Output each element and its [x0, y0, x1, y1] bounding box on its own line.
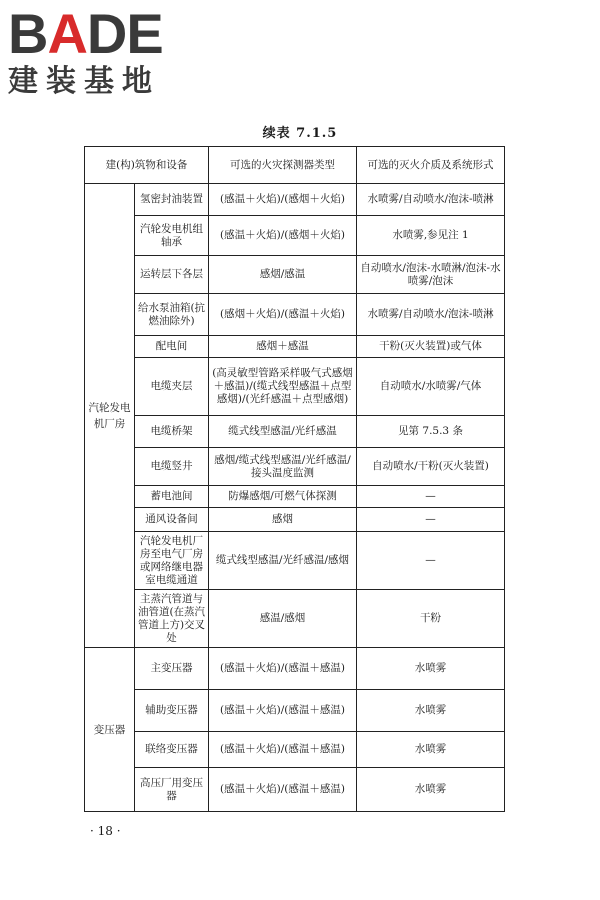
table-row [85, 532, 505, 590]
fire-detection-table [84, 146, 505, 812]
equipment-cell: 电缆竖井 [135, 448, 209, 486]
logo-wordmark [8, 2, 163, 65]
extinguish-cell: 水喷雾 [357, 768, 505, 812]
detector-cell: (感温＋火焰)/(感温＋感温) [209, 768, 357, 812]
detector-cell: 感温/感烟 [209, 590, 357, 648]
detector-cell: (感温＋火焰)/(感温＋感温) [209, 648, 357, 690]
detector-cell: (感温＋火焰)/(感温＋感温) [209, 732, 357, 768]
table-header-row [85, 147, 505, 184]
group-cell: 变压器 [85, 648, 135, 812]
extinguish-cell: 自动喷水/泡沫-水喷淋/泡沫-水喷雾/泡沫 [357, 256, 505, 294]
detector-cell: (感温＋火焰)/(感烟＋火焰) [209, 184, 357, 216]
table-row [85, 648, 505, 690]
detector-cell: (感温＋火焰)/(感烟＋火焰) [209, 216, 357, 256]
group-cell: 汽轮发电机厂房 [85, 184, 135, 648]
table-row [85, 184, 505, 216]
equipment-cell: 高压厂用变压器 [135, 768, 209, 812]
equipment-cell: 电缆夹层 [135, 358, 209, 416]
table-row [85, 768, 505, 812]
equipment-cell: 氢密封油装置 [135, 184, 209, 216]
table-row [85, 416, 505, 448]
extinguish-cell: 水喷雾 [357, 690, 505, 732]
header-detector-type: 可选的火灾探测器类型 [209, 147, 357, 184]
detector-cell: 感烟/缆式线型感温/光纤感温/接头温度监测 [209, 448, 357, 486]
equipment-cell: 辅助变压器 [135, 690, 209, 732]
table-row [85, 336, 505, 358]
detector-cell: 感烟 [209, 508, 357, 532]
extinguish-cell: — [357, 486, 505, 508]
extinguish-cell: 水喷雾 [357, 648, 505, 690]
table-row [85, 448, 505, 486]
equipment-cell: 给水泵油箱(抗燃油除外) [135, 294, 209, 336]
table-row [85, 486, 505, 508]
equipment-cell: 蓄电池间 [135, 486, 209, 508]
logo-letter-d: D [86, 2, 127, 65]
extinguish-cell: — [357, 532, 505, 590]
extinguish-cell: 自动喷水/干粉(灭火装置) [357, 448, 505, 486]
equipment-cell: 汽轮发电机组轴承 [135, 216, 209, 256]
table-caption: 续表 7.1.5 [262, 126, 338, 141]
extinguish-cell: 干粉(灭火装置)或气体 [357, 336, 505, 358]
detector-cell: 缆式线型感温/光纤感温 [209, 416, 357, 448]
table-row [85, 732, 505, 768]
detector-cell: 防爆感烟/可燃气体探测 [209, 486, 357, 508]
extinguish-cell: 见第 7.5.3 条 [357, 416, 505, 448]
table-row [85, 216, 505, 256]
extinguish-cell: — [357, 508, 505, 532]
equipment-cell: 通风设备间 [135, 508, 209, 532]
equipment-cell: 电缆桥架 [135, 416, 209, 448]
logo-letter-a: A [47, 2, 87, 65]
logo-subtitle: 建装基地 [8, 64, 160, 99]
table-row [85, 256, 505, 294]
equipment-cell: 联络变压器 [135, 732, 209, 768]
equipment-cell: 主变压器 [135, 648, 209, 690]
extinguish-cell: 水喷雾/自动喷水/泡沫-喷淋 [357, 294, 505, 336]
extinguish-cell: 自动喷水/水喷雾/气体 [357, 358, 505, 416]
table-row [85, 690, 505, 732]
table-row [85, 508, 505, 532]
logo-letter-b: B [8, 2, 48, 65]
detector-cell: 缆式线型感温/光纤感温/感烟 [209, 532, 357, 590]
extinguish-cell: 干粉 [357, 590, 505, 648]
table-row [85, 358, 505, 416]
logo-letter-e: E [126, 2, 163, 65]
equipment-cell: 配电间 [135, 336, 209, 358]
extinguish-cell: 水喷雾,参见注 1 [357, 216, 505, 256]
detector-cell: 感烟＋感温 [209, 336, 357, 358]
header-building-equipment: 建(构)筑物和设备 [85, 147, 209, 184]
detector-cell: 感烟/感温 [209, 256, 357, 294]
equipment-cell: 汽轮发电机厂房至电气厂房或网络继电器室电缆通道 [135, 532, 209, 590]
extinguish-cell: 水喷雾 [357, 732, 505, 768]
detector-cell: (感烟＋火焰)/(感温＋火焰) [209, 294, 357, 336]
table-row [85, 590, 505, 648]
detector-cell: (感温＋火焰)/(感温＋感温) [209, 690, 357, 732]
table-row [85, 294, 505, 336]
bade-logo [8, 2, 163, 99]
header-extinguishing-medium: 可选的灭火介质及系统形式 [357, 147, 505, 184]
equipment-cell: 运转层下各层 [135, 256, 209, 294]
equipment-cell: 主蒸汽管道与油管道(在蒸汽管道上方)交叉处 [135, 590, 209, 648]
extinguish-cell: 水喷雾/自动喷水/泡沫-喷淋 [357, 184, 505, 216]
page-number: · 18 · [90, 824, 121, 838]
detector-cell: (高灵敏型管路采样吸气式感烟＋感温)/(缆式线型感温＋点型感烟)/(光纤感温＋点型感烟) [209, 358, 357, 416]
